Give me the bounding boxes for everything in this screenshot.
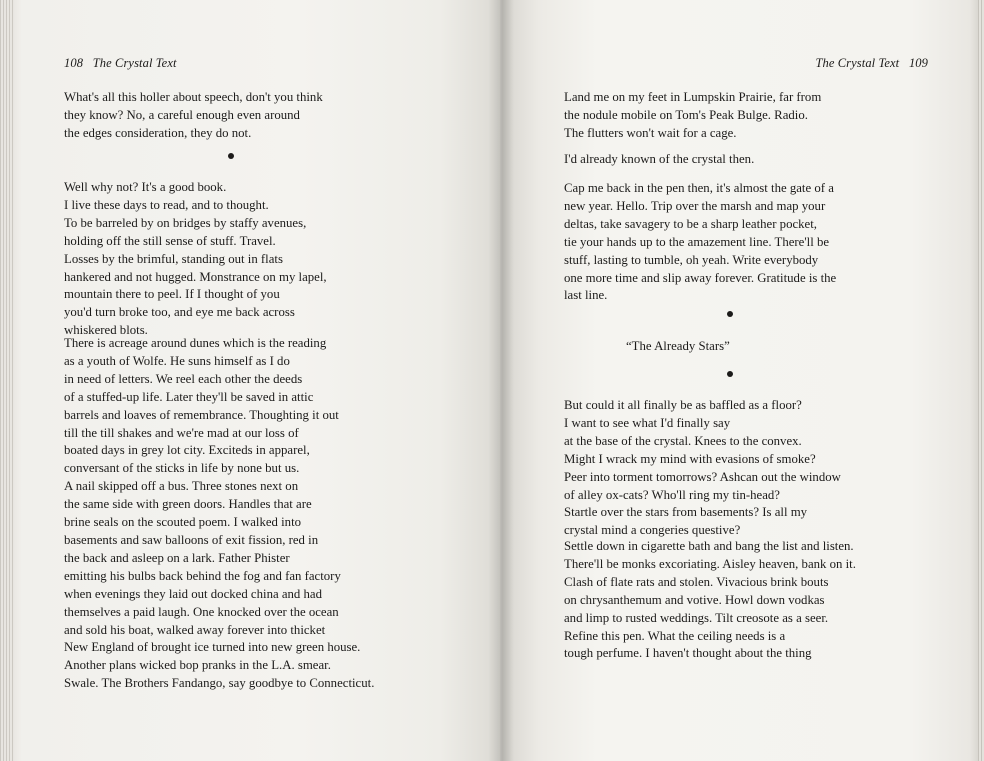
text-line: tie your hands up to the amazement line. There'll be bbox=[564, 234, 830, 249]
text-line: basements and saw balloons of exit fission, red in bbox=[64, 532, 319, 547]
text-line: Refine this pen. What the ceiling needs is a bbox=[564, 628, 786, 643]
section-title: “The Already Stars” bbox=[626, 339, 730, 353]
text-line: brine seals on the scouted poem. I walked into bbox=[64, 515, 302, 530]
left-stanza-1 bbox=[64, 89, 323, 143]
left-stanza-3 bbox=[64, 335, 374, 693]
right-stanza-3 bbox=[564, 180, 836, 305]
text-line: A nail skipped off a bus. Three stones next on bbox=[64, 479, 299, 494]
text-line: I'd already known of the crystal then. bbox=[564, 152, 755, 166]
text-line: Cap me back in the pen then, it's almost the gate of a bbox=[564, 181, 834, 195]
text-line: of a stuffed-up life. Later they'll be saved in attic bbox=[64, 389, 314, 404]
text-line: Startle over the stars from basements? Is all my bbox=[564, 505, 808, 520]
text-line: tough perfume. I haven't thought about the thing bbox=[564, 646, 812, 661]
text-line: the nodule mobile on Tom's Peak Bulge. Radio. bbox=[564, 107, 808, 122]
page-edge-stack bbox=[0, 0, 14, 761]
text-line: I want to see what I'd finally say bbox=[564, 415, 731, 430]
text-line: you'd turn broke too, and eye me back across bbox=[64, 305, 295, 320]
text-line: the back and asleep on a lark. Father Phister bbox=[64, 550, 290, 565]
right-stanza-2 bbox=[564, 151, 754, 169]
text-line: Land me on my feet in Lumpskin Prairie, far from bbox=[564, 90, 822, 104]
text-line: There is acreage around dunes which is the reading bbox=[64, 336, 327, 350]
text-line: Losses by the brimful, standing out in flats bbox=[64, 251, 283, 266]
right-page bbox=[500, 0, 984, 761]
text-line: Well why not? It's a good book. bbox=[64, 180, 227, 194]
text-line: hankered and not hugged. Monstrance on my lapel, bbox=[64, 269, 327, 284]
text-line: Might I wrack my mind with evasions of smoke? bbox=[564, 451, 816, 466]
text-line: and limp to rusted weddings. Tilt creosote as a seer. bbox=[564, 610, 829, 625]
text-line: the edges consideration, they do not. bbox=[64, 125, 252, 140]
text-line: in need of letters. We reel each other the deeds bbox=[64, 371, 303, 386]
text-line: New England of brought ice turned into new green house. bbox=[64, 640, 361, 655]
right-stanza-4 bbox=[564, 397, 841, 540]
right-stanza-5 bbox=[564, 538, 856, 663]
left-running-head bbox=[64, 56, 177, 71]
text-line: when evenings they laid out docked china and had bbox=[64, 586, 322, 601]
page-edge-stack bbox=[978, 0, 984, 761]
text-line: conversant of the sticks in life by none but us. bbox=[64, 461, 300, 476]
text-line: one more time and slip away forever. Gratitude is the bbox=[564, 270, 837, 285]
text-line: Peer into torment tomorrows? Ashcan out the window bbox=[564, 469, 841, 484]
section-bullet bbox=[727, 371, 733, 377]
right-stanza-1 bbox=[564, 89, 821, 143]
right-page-number: 109 bbox=[908, 56, 928, 70]
right-running-title: The Crystal Text bbox=[815, 56, 900, 70]
text-line: on chrysanthemum and votive. Howl down vodkas bbox=[564, 592, 825, 607]
text-line: The flutters won't wait for a cage. bbox=[564, 125, 737, 140]
text-line: stuff, lasting to tumble, oh yeah. Write everybody bbox=[564, 252, 819, 267]
text-line: whiskered blots. bbox=[64, 323, 148, 338]
left-stanza-2 bbox=[64, 179, 327, 340]
text-line: But could it all finally be as baffled as a floor? bbox=[564, 398, 802, 412]
text-line: crystal mind a congeries questive? bbox=[564, 523, 741, 538]
section-bullet bbox=[228, 153, 234, 159]
section-bullet bbox=[727, 311, 733, 317]
text-line: mountain there to peel. If I thought of you bbox=[64, 287, 280, 302]
text-line: of alley ox-cats? Who'll ring my tin-head? bbox=[564, 487, 780, 502]
text-line: Clash of flate rats and stolen. Vivacious brink bouts bbox=[564, 574, 829, 589]
text-line: Another plans wicked bop pranks in the L.A. smear. bbox=[64, 658, 331, 673]
right-running-head bbox=[815, 56, 928, 71]
text-line: There'll be monks excoriating. Aisley heaven, bank on it. bbox=[564, 556, 856, 571]
text-line: holding off the still sense of stuff. Travel. bbox=[64, 233, 276, 248]
text-line: deltas, take savagery to be a sharp leather pocket, bbox=[564, 216, 817, 231]
text-line: Swale. The Brothers Fandango, say goodbye to Connecticut. bbox=[64, 676, 375, 691]
text-line: Settle down in cigarette bath and bang the list and listen. bbox=[564, 539, 854, 553]
text-line: barrels and loaves of remembrance. Thoughting it out bbox=[64, 407, 339, 422]
text-line: till the till shakes and we're mad at our loss of bbox=[64, 425, 299, 440]
text-line: and sold his boat, walked away forever into thicket bbox=[64, 622, 326, 637]
text-line: To be barreled by on bridges by staffy avenues, bbox=[64, 215, 307, 230]
text-line: the same side with green doors. Handles that are bbox=[64, 497, 312, 512]
text-line: at the base of the crystal. Knees to the convex. bbox=[564, 433, 802, 448]
left-page-number: 108 bbox=[64, 56, 84, 70]
text-line: emitting his bulbs back behind the fog and fan factory bbox=[64, 568, 341, 583]
text-line: new year. Hello. Trip over the marsh and map your bbox=[564, 198, 826, 213]
text-line: they know? No, a careful enough even around bbox=[64, 107, 300, 122]
text-line: What's all this holler about speech, don't you think bbox=[64, 90, 323, 104]
text-line: as a youth of Wolfe. He suns himself as I do bbox=[64, 353, 290, 368]
text-line: last line. bbox=[564, 288, 608, 303]
text-line: I live these days to read, and to thought. bbox=[64, 197, 269, 212]
left-running-title: The Crystal Text bbox=[92, 56, 177, 70]
text-line: themselves a paid laugh. One knocked over the ocean bbox=[64, 604, 339, 619]
text-line: boated days in grey lot city. Exciteds in apparel, bbox=[64, 443, 310, 458]
